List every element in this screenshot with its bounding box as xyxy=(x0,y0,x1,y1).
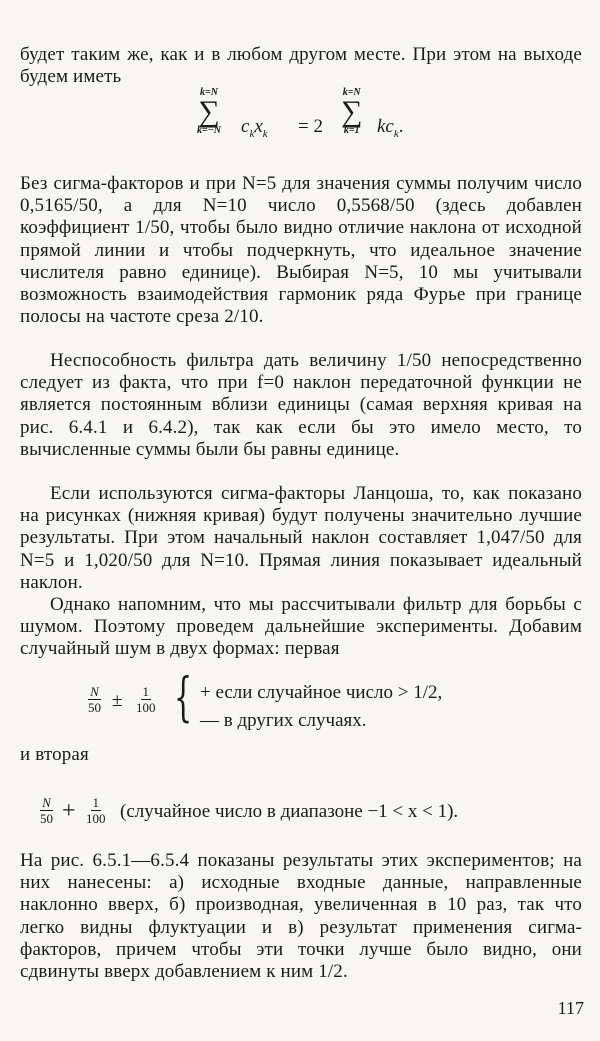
eq1-equals: = 2 xyxy=(298,116,323,137)
sigma-symbol: ∑ xyxy=(198,95,220,128)
case-2: — в других случаях. xyxy=(200,710,367,731)
paragraph-2: Неспособность фильтра дать величину 1/50 непосредственно следует из факта, что при f=0 наклон передаточной функции не является постоянным вблизи единицы (самая верхняя кривая на рис. 6.4.1 и 6.4.2), так как если бы это имело место, то вычисленные суммы были бы равны единице. xyxy=(20,350,582,460)
page-number: 117 xyxy=(557,998,584,1018)
fraction-n-50: $\frac{N}{50}$ xyxy=(88,684,101,715)
sigma-symbol: ∑ xyxy=(341,95,363,128)
sum-operator-left xyxy=(197,88,221,136)
sum-upper-limit: k=N xyxy=(200,87,218,98)
second-label: и вторая xyxy=(20,744,89,765)
eq1-term-right: $kc_k$. xyxy=(377,116,404,140)
sum-upper-limit: k=N xyxy=(342,87,361,98)
paragraph-5: На рис. 6.5.1—6.5.4 показаны результаты этих экспериментов; на них нанесены: а) исходные входные данные, направленные наклонно вверх, б) производная, увеличенная в 10 раз, так что легко видны флуктуации и в) результат применения сигма-факторов, причем чтобы эти точки лучше было видно, они сдвинуты вверх добавлением к ним 1/2. xyxy=(20,850,582,983)
paragraph-4: Однако напомним, что мы рассчитывали фильтр для борьбы с шумом. Поэтому проведем дальнейшие эксперименты. Добавим случайный шум в двух формах: первая xyxy=(20,594,582,660)
paragraph-intro: будет таким же, как и в любом другом месте. При этом на выходе будем иметь xyxy=(20,44,582,88)
fraction-n-50: $\frac{N}{50}$ xyxy=(40,795,53,826)
sum-operator-right xyxy=(341,88,362,136)
sum-lower-limit: k=1 xyxy=(343,125,360,136)
sum-lower-limit: k=−N xyxy=(197,125,221,136)
fraction-1-100: $\frac{1}{100}$ xyxy=(136,684,156,715)
range-text: (случайное число в диапазоне −1 < x < 1). xyxy=(120,801,459,822)
plus-sign: + xyxy=(62,798,76,824)
paragraph-1: Без сигма-факторов и при N=5 для значения суммы получим число 0,5165/50, а для N=10 число 0,5568/50 (здесь добавлен коэффициент 1/50, чтобы было видно отличие наклона от исходной прямой линии и чтобы подчеркнуть, что идеальное значение числителя равно единице). Выбирая N=5, 10 мы учитывали возможность взаимодействия гармоник ряда Фурье при границе полосы на частоте среза 2/10. xyxy=(20,173,582,328)
case-1: + если случайное число > 1/2, xyxy=(200,682,443,703)
curly-brace: { xyxy=(174,668,193,728)
fraction-1-100: $\frac{1}{100}$ xyxy=(86,795,106,826)
eq1-term-left: $c_kx_k$ xyxy=(241,116,268,140)
paragraph-3: Если используются сигма-факторы Ланцоша, то, как показано на рисунках (нижняя кривая) будут получены значительно лучшие результаты. При этом начальный наклон составляет 1,047/50 для N=5 и 1,020/50 для N=10. Прямая линия показывает идеальный наклон. xyxy=(20,483,582,593)
plus-minus-sign: ± xyxy=(112,690,123,711)
